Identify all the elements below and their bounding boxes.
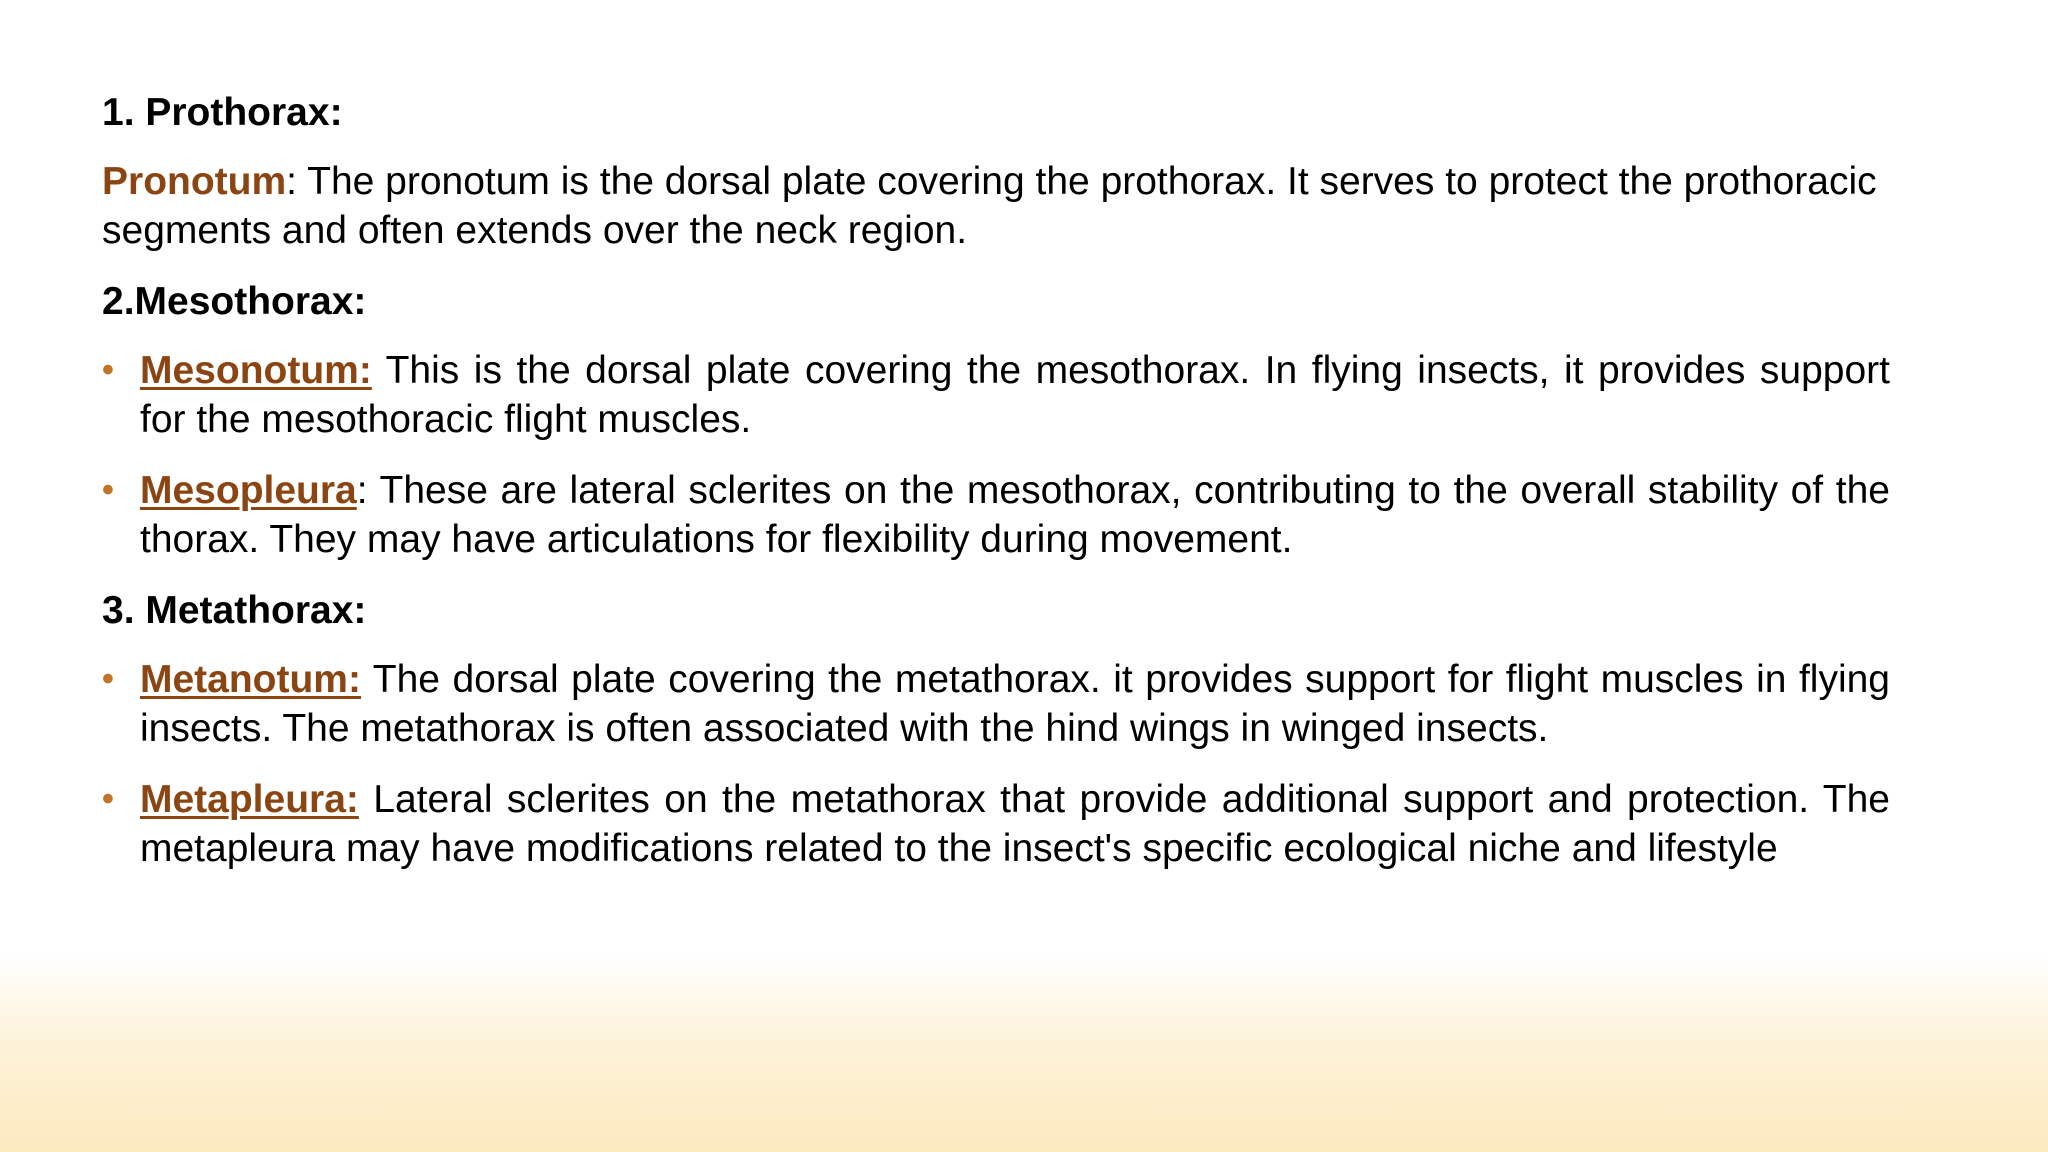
term-link-mesonotum[interactable]: Mesonotum: — [140, 349, 372, 392]
heading-mesothorax: 2.Mesothorax: — [102, 280, 367, 323]
bullet-item-mesopleura — [102, 466, 1890, 564]
heading-prothorax: 1. Prothorax: — [102, 91, 343, 134]
term-pronotum: Pronotum — [102, 160, 287, 203]
description-mesopleura: : These are lateral sclerites on the mesothorax, contributing to the overall stability of the thorax. They may have articulations for flexibility during movement. — [140, 469, 1890, 561]
bullet-icon: • — [102, 351, 114, 389]
paragraph-pronotum — [102, 157, 1890, 255]
description-metanotum: The dorsal plate covering the metathorax. it provides support for flight muscles in flying insects. The metathorax is often associated with the hind wings in winged insects. — [140, 658, 1890, 750]
bullet-item-metapleura — [102, 775, 1890, 873]
heading-metathorax: 3. Metathorax: — [102, 589, 367, 632]
description-metapleura: Lateral sclerites on the metathorax that provide additional support and protection. The metapleura may have modifications related to the insect's specific ecological niche and lifestyle — [140, 778, 1890, 870]
bullet-item-metanotum — [102, 655, 1890, 753]
bullet-icon: • — [102, 780, 114, 818]
description-pronotum: : The pronotum is the dorsal plate covering the prothorax. It serves to protect the prothoracic segments and often extends over the neck region. — [102, 160, 1877, 252]
term-link-metanotum[interactable]: Metanotum: — [140, 658, 361, 701]
bullet-item-mesonotum — [102, 346, 1890, 444]
slide-content — [102, 88, 1890, 895]
term-link-mesopleura[interactable]: Mesopleura — [140, 469, 357, 512]
bullet-icon: • — [102, 660, 114, 698]
term-link-metapleura[interactable]: Metapleura: — [140, 778, 359, 821]
description-mesonotum: This is the dorsal plate covering the mesothorax. In flying insects, it provides support for the mesothoracic flight muscles. — [140, 349, 1890, 441]
bullet-icon: • — [102, 471, 114, 509]
